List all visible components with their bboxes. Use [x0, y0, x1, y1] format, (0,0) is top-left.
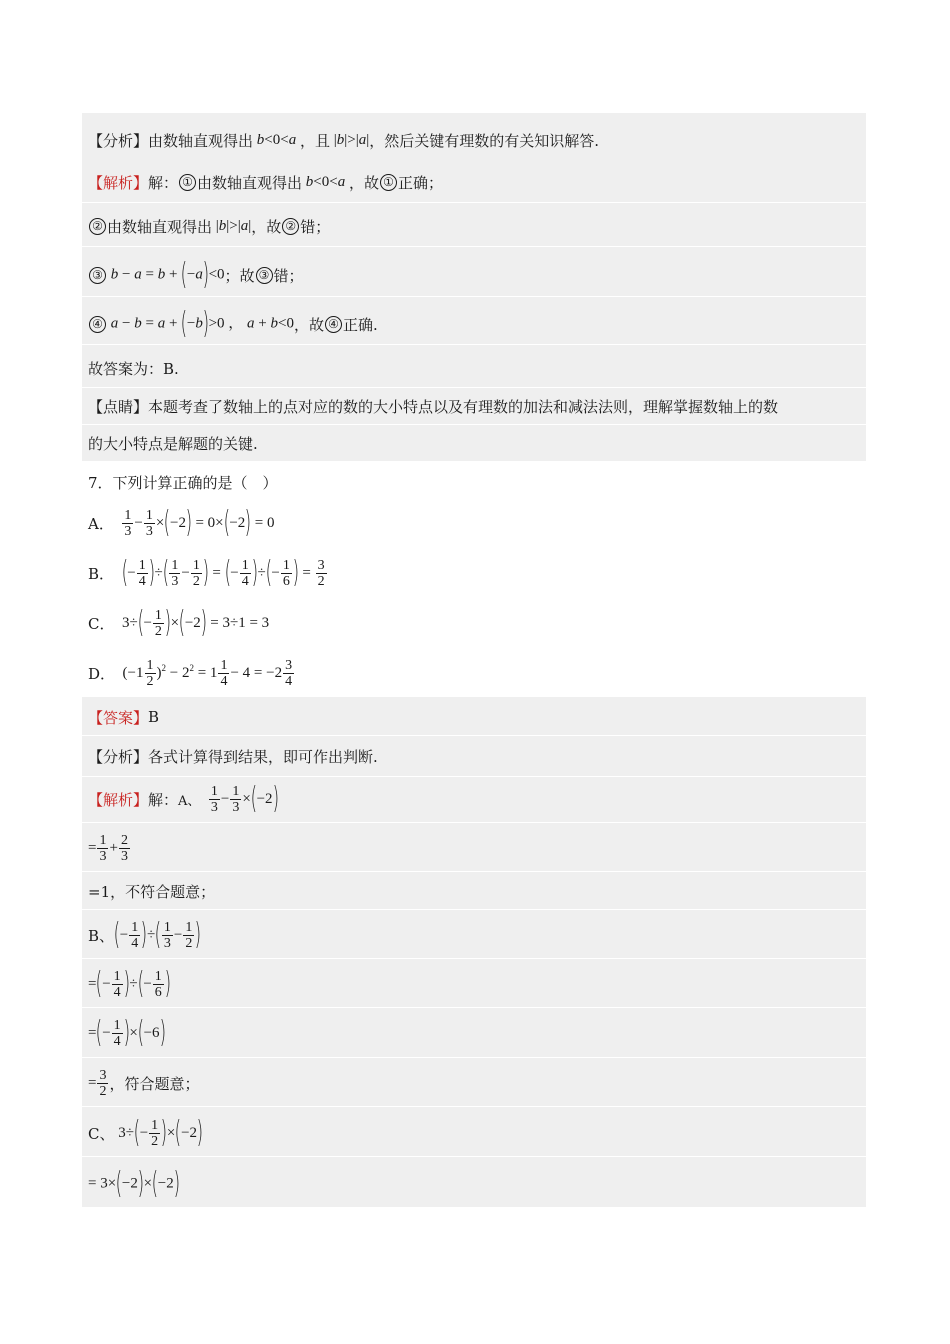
circled-number: ①	[179, 174, 196, 191]
divider	[82, 776, 866, 777]
math: a − b = a + (−b)>0 ， a + b<0	[110, 306, 294, 341]
comment-tag: 【点睛】	[88, 397, 149, 416]
solution-a-step	[88, 829, 131, 867]
option-label: A．	[88, 514, 114, 533]
solution-b-step-2	[88, 1013, 165, 1053]
analysis-line-2	[88, 741, 378, 771]
solution-line-4	[88, 306, 378, 341]
divider	[82, 871, 866, 872]
solution-a-line	[88, 780, 278, 818]
option-label: C．	[88, 614, 115, 633]
text: A、	[178, 793, 201, 809]
divider	[82, 909, 866, 910]
text: ，故	[348, 173, 379, 192]
solution-c-line	[88, 1113, 203, 1153]
text: 解：	[148, 790, 179, 809]
circled-number: ④	[325, 316, 342, 333]
math: =(− $\frac{1}{4}$ )÷(− $\frac{1}{6}$ )	[88, 966, 171, 1001]
math: $\frac{1}{3}$ − $\frac{1}{3}$ ×(−2) = 0×(−2) = 0	[124, 505, 275, 540]
math: |b|>|a|	[212, 217, 252, 234]
answer-line: 故答案为：B.	[88, 359, 179, 378]
answer-tag: 【答案】	[88, 708, 149, 727]
solution-tag: 【解析】	[88, 173, 149, 192]
math: $\frac{1}{3}$ − $\frac{1}{3}$ ×(−2)	[210, 781, 279, 816]
math: b<0<a	[305, 173, 346, 190]
divider	[82, 424, 866, 425]
text: ，故	[251, 217, 282, 236]
text: 正确；	[397, 173, 443, 192]
divider	[82, 344, 866, 345]
circled-number: ③	[89, 267, 106, 284]
circled-number: ③	[256, 267, 273, 284]
divider	[82, 822, 866, 823]
math: = $\frac{3}{2}$	[88, 1067, 107, 1099]
comment-line-1	[88, 391, 778, 421]
divider	[82, 246, 866, 247]
text: ，且	[299, 131, 330, 150]
text: ，符合题意；	[109, 1074, 200, 1093]
divider	[82, 296, 866, 297]
answer-line-2	[88, 702, 159, 732]
math: (−1 $\frac{1}{2}$ )$^2 - 2^2 = 1$ $\frac{1}{4}$ − 4 = −2 $\frac{3}{4}$	[115, 657, 293, 689]
math: b − a = b + (−a)<0	[110, 257, 225, 292]
solution-b-result	[88, 1063, 199, 1103]
text: 本题考查了数轴上的点对应的数的大小特点以及有理数的加法和减法法则，理解掌握数轴上的数	[148, 397, 779, 416]
divider	[82, 1007, 866, 1008]
text: ，故	[293, 315, 324, 334]
solution-b-step-1	[88, 964, 171, 1004]
circled-number: ④	[89, 316, 106, 333]
text: 正确.	[342, 315, 378, 334]
option-label: D．	[88, 664, 116, 683]
solution-a-result: =1，不符合题意；	[88, 882, 216, 901]
circled-number: ②	[282, 218, 299, 235]
analysis-line	[88, 125, 599, 155]
answer-value: B	[148, 708, 160, 726]
option-label: B．	[88, 564, 115, 583]
analysis-tag: 【分析】	[88, 131, 149, 150]
option-d	[88, 652, 295, 694]
divider	[82, 387, 866, 388]
comment-line-2: 的大小特点是解题的关键.	[88, 434, 258, 453]
option-c	[88, 603, 269, 643]
math: b<0<a	[256, 131, 297, 148]
solution-line-2	[88, 211, 330, 241]
text: 错；	[273, 266, 304, 285]
text: 由数轴直观得出	[148, 131, 254, 150]
divider	[82, 1057, 866, 1058]
option-b	[88, 552, 328, 594]
text: 解：	[148, 173, 179, 192]
math: = 3×(−2)×(−2)	[88, 1166, 180, 1201]
text: 各式计算得到结果，即可作出判断.	[148, 747, 378, 766]
math: 3÷(− $\frac{1}{2}$ )×(−2) = 3÷1 = 3	[114, 605, 270, 640]
text: 错；	[300, 217, 331, 236]
math: (− $\frac{1}{4}$ )÷( $\frac{1}{3}$ − $\frac{1}{2}$ )	[113, 917, 202, 952]
text: 由数轴直观得出	[197, 173, 303, 192]
text: C、	[88, 1124, 115, 1143]
solution-tag: 【解析】	[88, 790, 149, 809]
math: =(− $\frac{1}{4}$ )×(−6)	[88, 1015, 166, 1050]
text: B、	[88, 926, 115, 945]
text: 由数轴直观得出	[107, 217, 213, 236]
solution-line-1	[88, 167, 443, 197]
question-stem: 7．下列计算正确的是（ ）	[88, 473, 278, 492]
divider	[82, 202, 866, 203]
divider	[82, 735, 866, 736]
math: 3÷(− $\frac{1}{2}$ )×(−2)	[114, 1115, 204, 1150]
divider	[82, 1106, 866, 1107]
option-a	[88, 504, 274, 542]
math: = $\frac{1}{3}$ + $\frac{2}{3}$	[88, 832, 128, 864]
divider	[82, 1156, 866, 1157]
math: |b|>|a|	[329, 131, 370, 148]
math: (− $\frac{1}{4}$ )÷( $\frac{1}{3}$ − $\frac{1}{2}$ ) = (− $\frac{1}{4}$ )÷(− $\frac{1}{6}$ ) = $\frac{3}{2}$	[121, 555, 325, 590]
text: ，然后关键有理数的有关知识解答.	[369, 131, 599, 150]
solution-c-step	[88, 1167, 179, 1201]
analysis-tag: 【分析】	[88, 747, 149, 766]
circled-number: ①	[380, 174, 397, 191]
circled-number: ②	[89, 218, 106, 235]
solution-b-line	[88, 915, 201, 955]
divider	[82, 958, 866, 959]
text: ；故	[224, 266, 255, 285]
solution-line-3	[88, 257, 304, 292]
